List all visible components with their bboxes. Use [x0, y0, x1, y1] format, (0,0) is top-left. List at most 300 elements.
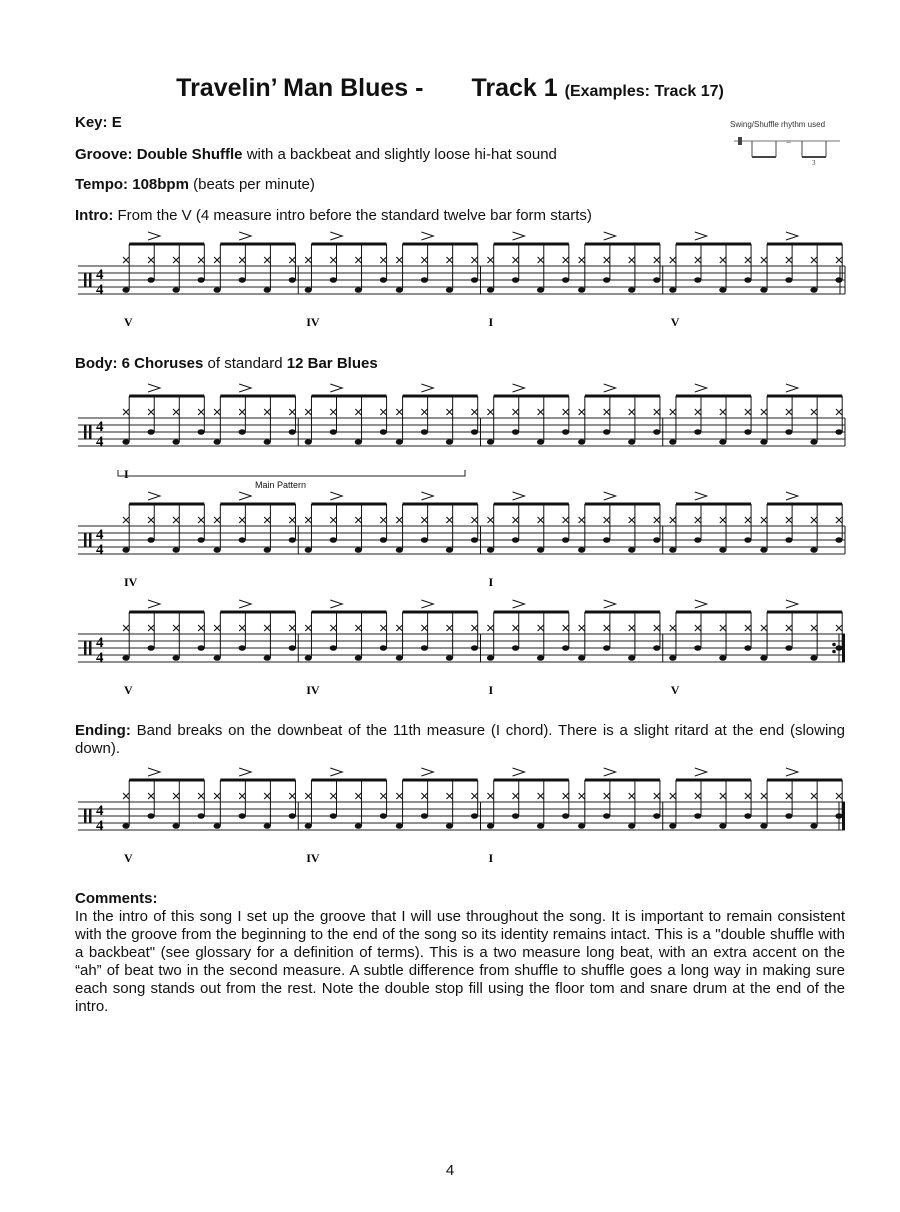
hihat-note — [472, 257, 478, 263]
accent-mark — [239, 768, 251, 776]
hihat-note — [355, 257, 361, 263]
hihat-note — [629, 793, 635, 799]
chord-label: I — [488, 851, 494, 865]
intro-description: From the V (4 measure intro before the standard twelve bar form starts) — [117, 207, 592, 224]
kick-note — [578, 823, 585, 829]
hihat-note — [148, 409, 154, 415]
hihat-note — [396, 409, 402, 415]
groove-label: Groove: — [75, 146, 133, 163]
hihat-note — [579, 793, 585, 799]
groove-line — [75, 146, 557, 163]
hihat-note — [488, 257, 494, 263]
hihat-note — [214, 409, 220, 415]
repeat-dot — [832, 650, 836, 654]
snare-note — [239, 645, 246, 651]
accent-mark — [513, 492, 525, 500]
snare-note — [289, 537, 296, 543]
hihat-note — [579, 409, 585, 415]
hihat-note — [513, 517, 519, 523]
kick-note — [305, 439, 312, 445]
hihat-note — [695, 257, 701, 263]
hihat-note — [836, 409, 842, 415]
time-signature-top: 4 — [96, 803, 104, 819]
hihat-note — [421, 257, 427, 263]
snare-note — [471, 645, 478, 651]
chord-label: V — [124, 315, 133, 329]
percussion-clef — [84, 273, 87, 287]
hihat-note — [695, 517, 701, 523]
snare-note — [603, 277, 610, 283]
hihat-note — [761, 257, 767, 263]
kick-note — [760, 655, 767, 661]
kick-note — [810, 547, 817, 553]
hihat-note — [148, 793, 154, 799]
kick-note — [537, 439, 544, 445]
hihat-note — [629, 517, 635, 523]
snare-note — [147, 429, 154, 435]
accent-mark — [513, 232, 525, 240]
snare-note — [562, 645, 569, 651]
accent-mark — [421, 492, 433, 500]
kick-note — [669, 655, 676, 661]
kick-note — [122, 547, 129, 553]
kick-note — [305, 823, 312, 829]
tempo-value: 108bpm — [132, 176, 189, 193]
hihat-note — [604, 517, 610, 523]
snare-note — [421, 429, 428, 435]
hihat-note — [214, 625, 220, 631]
hihat-note — [720, 625, 726, 631]
hihat-note — [513, 257, 519, 263]
hihat-note — [330, 625, 336, 631]
ending-description: Band breaks on the downbeat of the 11th measure (I chord). There is a slight ritard at the end (slowing down). — [75, 722, 845, 757]
kick-note — [355, 655, 362, 661]
hihat-note — [173, 793, 179, 799]
hihat-note — [355, 409, 361, 415]
kick-note — [396, 547, 403, 553]
snare-note — [785, 813, 792, 819]
snare-note — [785, 537, 792, 543]
kick-note — [446, 287, 453, 293]
kick-note — [172, 439, 179, 445]
accent-mark — [513, 600, 525, 608]
kick-note — [719, 823, 726, 829]
hihat-note — [745, 257, 751, 263]
snare-note — [330, 645, 337, 651]
staff-system-ending — [70, 762, 850, 872]
staff-system-body-3 — [70, 594, 850, 704]
hihat-note — [654, 517, 660, 523]
tempo-line — [75, 176, 315, 193]
hihat-note — [289, 625, 295, 631]
snare-note — [512, 429, 519, 435]
accent-mark — [239, 492, 251, 500]
hihat-note — [214, 517, 220, 523]
snare-note — [835, 537, 842, 543]
accent-mark — [695, 600, 707, 608]
accent-mark — [148, 492, 160, 500]
hihat-note — [380, 793, 386, 799]
accent-mark — [604, 492, 616, 500]
kick-note — [172, 823, 179, 829]
hihat-note — [629, 409, 635, 415]
kick-note — [446, 655, 453, 661]
kick-note — [810, 823, 817, 829]
time-signature-bottom: 4 — [96, 434, 104, 450]
hihat-note — [786, 793, 792, 799]
hihat-note — [604, 793, 610, 799]
hihat-note — [305, 625, 311, 631]
chord-label: V — [670, 683, 680, 697]
hihat-note — [173, 257, 179, 263]
accent-mark — [330, 492, 342, 500]
kick-note — [264, 287, 271, 293]
hihat-note — [355, 625, 361, 631]
accent-mark — [421, 600, 433, 608]
kick-note — [305, 287, 312, 293]
hihat-note — [720, 517, 726, 523]
accent-mark — [513, 768, 525, 776]
hihat-note — [148, 517, 154, 523]
kick-note — [446, 547, 453, 553]
time-signature-top: 4 — [96, 419, 104, 435]
kick-note — [669, 823, 676, 829]
hihat-note — [173, 409, 179, 415]
hihat-note — [198, 625, 204, 631]
time-signature-bottom: 4 — [96, 282, 104, 298]
snare-note — [744, 645, 751, 651]
hihat-note — [811, 517, 817, 523]
snare-note — [562, 537, 569, 543]
hihat-note — [670, 517, 676, 523]
hihat-note — [604, 257, 610, 263]
snare-note — [785, 645, 792, 651]
kick-note — [537, 823, 544, 829]
kick-note — [487, 547, 494, 553]
key-line — [75, 114, 122, 131]
kick-note — [537, 547, 544, 553]
chord-label: I — [488, 683, 494, 697]
hihat-note — [264, 517, 270, 523]
swing-rhythm-icon — [730, 129, 850, 167]
kick-note — [537, 287, 544, 293]
swing-legend — [730, 120, 860, 172]
hihat-note — [472, 409, 478, 415]
svg-text:=: = — [786, 137, 792, 147]
snare-note — [694, 645, 701, 651]
hihat-note — [421, 625, 427, 631]
accent-mark — [421, 768, 433, 776]
hihat-note — [786, 625, 792, 631]
hihat-note — [695, 793, 701, 799]
kick-note — [172, 547, 179, 553]
kick-note — [628, 823, 635, 829]
percussion-clef — [89, 641, 92, 655]
snare-note — [239, 813, 246, 819]
hihat-note — [538, 793, 544, 799]
hihat-note — [123, 409, 129, 415]
time-signature-bottom: 4 — [96, 542, 104, 558]
hihat-note — [836, 625, 842, 631]
snare-note — [147, 277, 154, 283]
kick-note — [719, 655, 726, 661]
hihat-note — [123, 257, 129, 263]
snare-note — [785, 429, 792, 435]
hihat-note — [538, 257, 544, 263]
hihat-note — [446, 517, 452, 523]
snare-note — [744, 537, 751, 543]
hihat-note — [305, 257, 311, 263]
kick-note — [355, 823, 362, 829]
chord-label: I — [488, 575, 494, 589]
hihat-note — [629, 257, 635, 263]
kick-note — [264, 655, 271, 661]
hihat-note — [421, 409, 427, 415]
snare-note — [330, 277, 337, 283]
kick-note — [214, 287, 221, 293]
kick-note — [487, 823, 494, 829]
snare-note — [421, 537, 428, 543]
body-form: 12 Bar Blues — [286, 355, 378, 372]
staff-system-body-2 — [70, 486, 850, 596]
kick-note — [396, 823, 403, 829]
accent-mark — [239, 600, 251, 608]
kick-note — [487, 287, 494, 293]
accent-mark — [330, 768, 342, 776]
kick-note — [122, 287, 129, 293]
snare-note — [785, 277, 792, 283]
snare-note — [239, 429, 246, 435]
kick-note — [578, 655, 585, 661]
hihat-note — [421, 517, 427, 523]
snare-note — [653, 645, 660, 651]
hihat-note — [239, 409, 245, 415]
hihat-note — [670, 257, 676, 263]
kick-note — [214, 823, 221, 829]
repeat-barline — [842, 634, 845, 662]
intro-label: Intro: — [75, 207, 114, 224]
kick-note — [355, 287, 362, 293]
hihat-note — [289, 793, 295, 799]
hihat-note — [761, 793, 767, 799]
hihat-note — [446, 257, 452, 263]
hihat-note — [380, 257, 386, 263]
body-line — [75, 355, 378, 372]
time-signature-top: 4 — [96, 635, 104, 651]
hihat-note — [380, 517, 386, 523]
hihat-note — [513, 409, 519, 415]
snare-note — [198, 645, 205, 651]
hihat-note — [786, 409, 792, 415]
key-label: Key: — [75, 114, 108, 131]
chord-label: IV — [306, 315, 320, 329]
hihat-note — [579, 257, 585, 263]
snare-note — [694, 813, 701, 819]
hihat-note — [654, 625, 660, 631]
kick-note — [446, 439, 453, 445]
kick-note — [578, 287, 585, 293]
comments-text: In the intro of this song I set up the groove that I will use throughout the song. It is important to remain consistent with the groove from the beginning to the end of the song so its identity remains intact. This is a "double shuffle with a backbeat" (see glossary for a definition of terms). This is a two measure long beat, with an extra accent on the “ah” of beat two in the second measure. A subtle difference from shuffle to shuffle goes a long way in making sure each song stands out from the rest. Note the double stop fill using the floor tom and snare drum at the end of the intro. — [75, 908, 845, 1015]
snare-note — [603, 429, 610, 435]
kick-note — [719, 439, 726, 445]
snare-note — [512, 645, 519, 651]
hihat-note — [173, 625, 179, 631]
hihat-note — [811, 409, 817, 415]
hihat-note — [745, 793, 751, 799]
hihat-note — [330, 257, 336, 263]
swing-legend-label: Swing/Shuffle rhythm used — [730, 120, 826, 129]
hihat-note — [264, 625, 270, 631]
hihat-note — [214, 257, 220, 263]
hihat-note — [148, 625, 154, 631]
kick-note — [719, 547, 726, 553]
hihat-note — [761, 625, 767, 631]
hihat-note — [330, 793, 336, 799]
hihat-note — [305, 517, 311, 523]
accent-mark — [421, 232, 433, 240]
snare-note — [198, 813, 205, 819]
hihat-note — [563, 793, 569, 799]
snare-note — [289, 813, 296, 819]
snare-note — [239, 537, 246, 543]
snare-note — [380, 277, 387, 283]
accent-mark — [786, 232, 798, 240]
kick-note — [669, 439, 676, 445]
kick-note — [578, 547, 585, 553]
snare-note — [380, 429, 387, 435]
hihat-note — [396, 625, 402, 631]
hihat-note — [836, 257, 842, 263]
snare-note — [198, 429, 205, 435]
kick-note — [446, 823, 453, 829]
accent-mark — [604, 768, 616, 776]
kick-note — [172, 287, 179, 293]
kick-note — [214, 439, 221, 445]
kick-note — [760, 439, 767, 445]
snare-note — [147, 645, 154, 651]
body-mid: of standard — [207, 355, 283, 372]
hihat-note — [446, 409, 452, 415]
repeat-dot — [832, 643, 836, 647]
snare-note — [835, 429, 842, 435]
hihat-note — [670, 409, 676, 415]
hihat-note — [538, 517, 544, 523]
kick-note — [264, 547, 271, 553]
accent-mark — [695, 492, 707, 500]
kick-note — [537, 655, 544, 661]
key-value: E — [111, 114, 122, 131]
hihat-note — [670, 625, 676, 631]
kick-note — [355, 439, 362, 445]
snare-note — [694, 429, 701, 435]
body-choruses: 6 Choruses — [121, 355, 204, 372]
snare-note — [744, 429, 751, 435]
hihat-note — [488, 625, 494, 631]
hihat-note — [239, 625, 245, 631]
snare-note — [835, 277, 842, 283]
snare-note — [330, 813, 337, 819]
snare-note — [380, 537, 387, 543]
hihat-note — [488, 409, 494, 415]
accent-mark — [239, 232, 251, 240]
hihat-note — [538, 409, 544, 415]
snare-note — [744, 277, 751, 283]
hihat-note — [264, 793, 270, 799]
hihat-note — [446, 793, 452, 799]
snare-note — [562, 813, 569, 819]
accent-mark — [695, 232, 707, 240]
hihat-note — [745, 625, 751, 631]
kick-note — [264, 823, 271, 829]
hihat-note — [123, 793, 129, 799]
kick-note — [172, 655, 179, 661]
snare-note — [198, 537, 205, 543]
snare-note — [421, 277, 428, 283]
kick-note — [760, 823, 767, 829]
percussion-clef — [84, 533, 87, 547]
kick-note — [305, 547, 312, 553]
snare-note — [239, 277, 246, 283]
snare-note — [603, 645, 610, 651]
hihat-note — [695, 409, 701, 415]
accent-mark — [239, 384, 251, 392]
hihat-note — [563, 625, 569, 631]
accent-mark — [148, 768, 160, 776]
hihat-note — [289, 409, 295, 415]
accent-mark — [513, 384, 525, 392]
snare-note — [471, 537, 478, 543]
kick-note — [810, 439, 817, 445]
hihat-note — [836, 793, 842, 799]
accent-mark — [604, 600, 616, 608]
hihat-note — [289, 517, 295, 523]
hihat-note — [264, 409, 270, 415]
snare-note — [603, 537, 610, 543]
hihat-note — [604, 409, 610, 415]
hihat-note — [563, 517, 569, 523]
chord-label: I — [124, 467, 129, 481]
kick-note — [760, 287, 767, 293]
hihat-note — [513, 625, 519, 631]
accent-mark — [330, 232, 342, 240]
hihat-note — [472, 517, 478, 523]
snare-note — [512, 813, 519, 819]
hihat-note — [745, 517, 751, 523]
percussion-clef — [84, 809, 87, 823]
hihat-note — [198, 257, 204, 263]
examples-label: (Examples: Track 17) — [564, 83, 724, 100]
hihat-note — [264, 257, 270, 263]
snare-note — [694, 277, 701, 283]
hihat-note — [472, 793, 478, 799]
groove-name: Double Shuffle — [136, 146, 243, 163]
kick-note — [122, 823, 129, 829]
snare-note — [421, 813, 428, 819]
snare-note — [330, 429, 337, 435]
percussion-clef — [89, 273, 92, 287]
kick-note — [396, 287, 403, 293]
hihat-note — [786, 517, 792, 523]
accent-mark — [148, 600, 160, 608]
accent-mark — [330, 600, 342, 608]
percussion-clef — [84, 425, 87, 439]
snare-note — [147, 813, 154, 819]
snare-note — [471, 277, 478, 283]
hihat-note — [355, 793, 361, 799]
chord-label: IV — [124, 575, 138, 589]
snare-note — [694, 537, 701, 543]
tempo-description: (beats per minute) — [193, 176, 315, 193]
